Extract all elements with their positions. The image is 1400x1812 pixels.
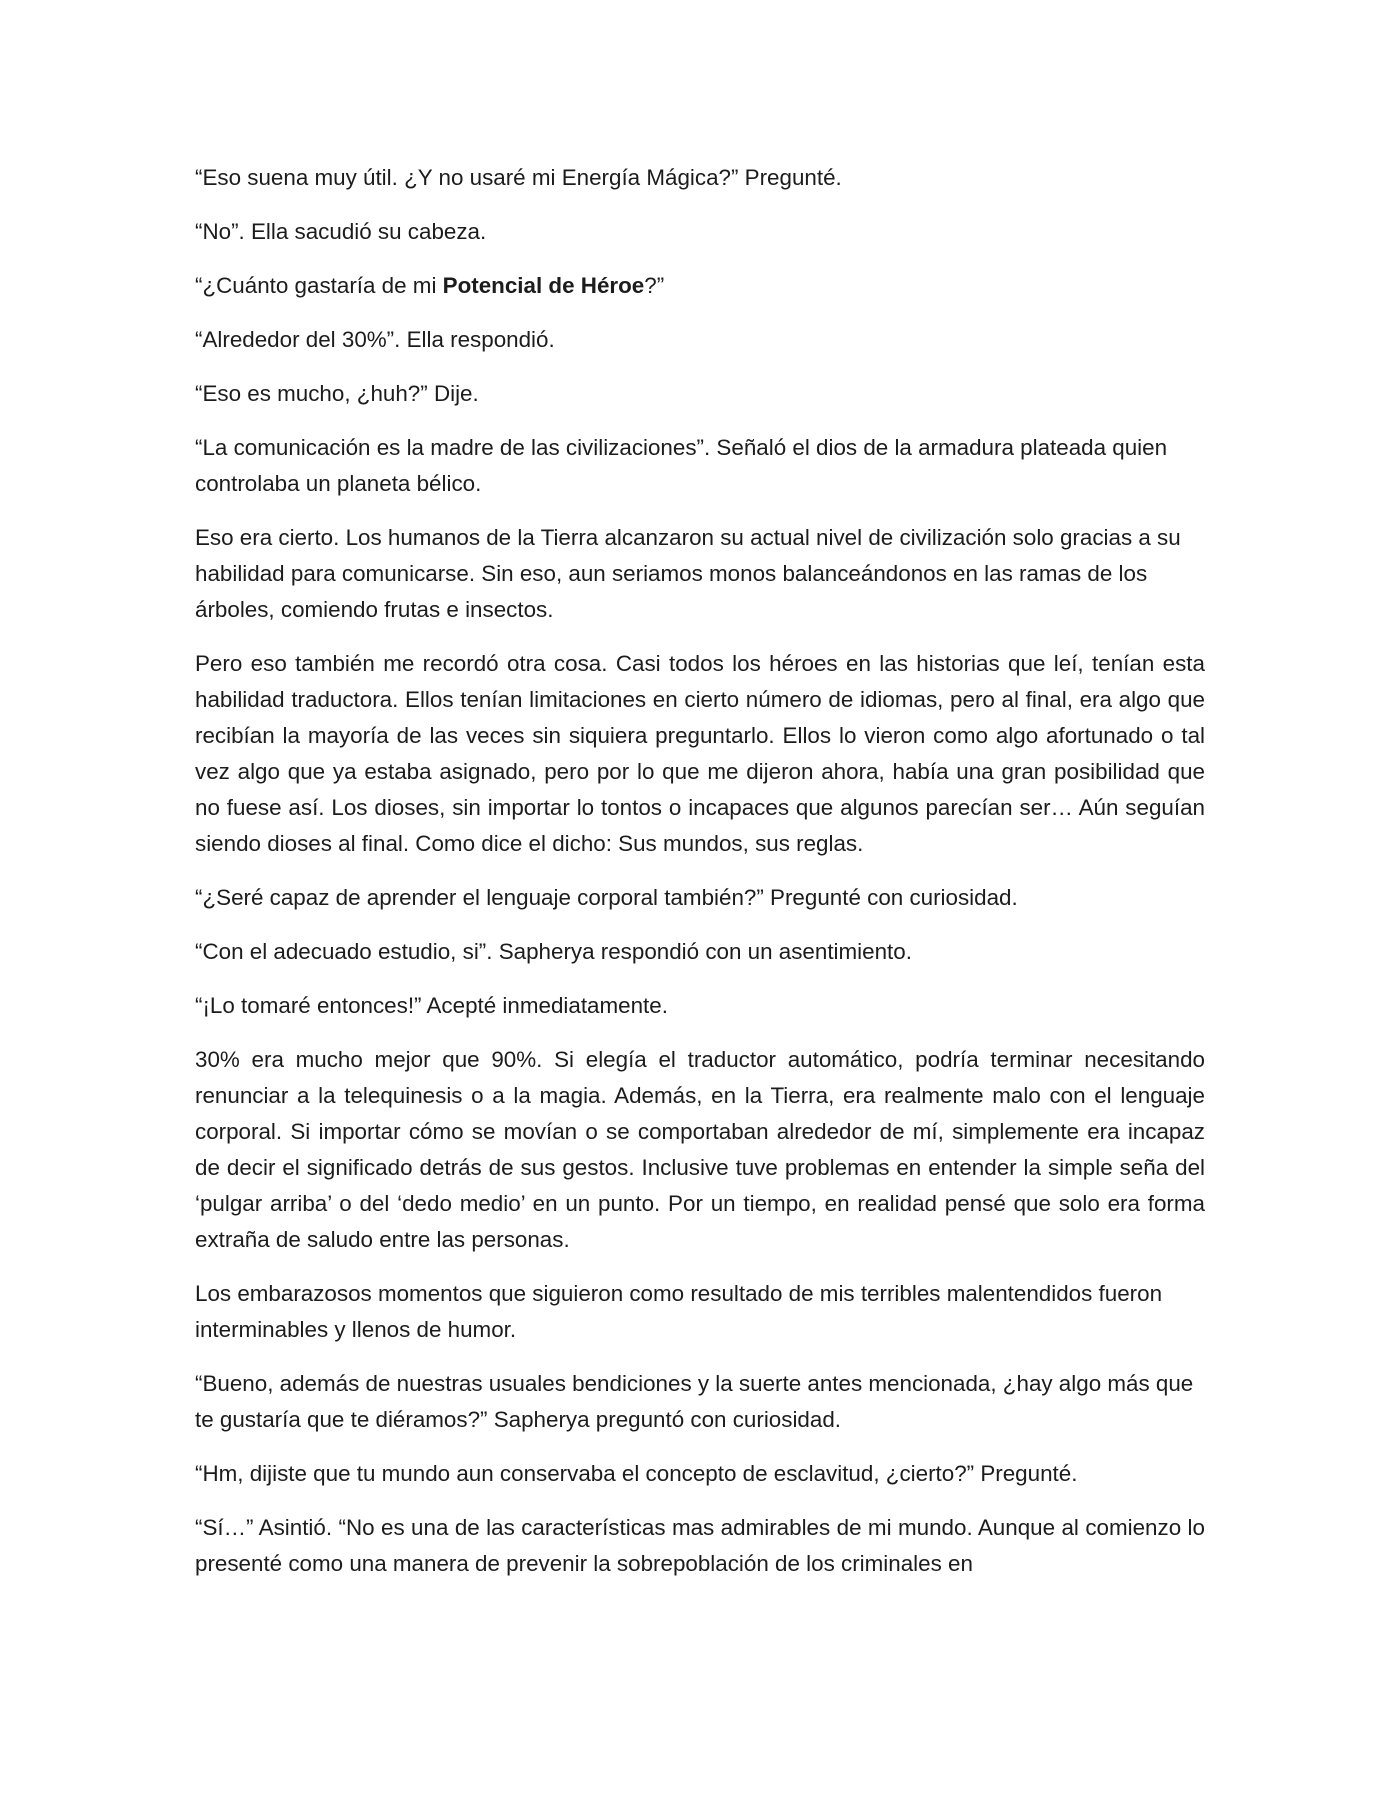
paragraph: “Alrededor del 30%”. Ella respondió. — [195, 327, 555, 352]
bold-term: Potencial de Héroe — [442, 273, 645, 298]
paragraph: “Bueno, además de nuestras usuales bendiciones y la suerte antes mencionada, ¿hay algo más que te gustaría que te diéramos?” Sapherya preguntó con curiosidad. — [195, 1371, 1194, 1432]
paragraph: “No”. Ella sacudió su cabeza. — [195, 219, 487, 244]
paragraph: “Con el adecuado estudio, si”. Sapherya respondió con un asentimiento. — [195, 939, 912, 964]
document-page — [195, 160, 1205, 1600]
paragraph-text-post: ?” — [644, 273, 665, 298]
paragraph: “¿Seré capaz de aprender el lenguaje corporal también?” Pregunté con curiosidad. — [195, 885, 1018, 910]
paragraph: Eso era cierto. Los humanos de la Tierra alcanzaron su actual nivel de civilización solo gracias a su habilidad para comunicarse. Sin eso, aun seriamos monos balanceándonos en las ramas de los árboles, comiendo frutas e insectos. — [195, 525, 1181, 622]
paragraph — [195, 268, 1205, 304]
paragraph: “La comunicación es la madre de las civilizaciones”. Señaló el dios de la armadura plateada quien controlaba un planeta bélico. — [195, 435, 1168, 496]
paragraph: “Sí…” Asintió. “No es una de las características mas admirables de mi mundo. Aunque al comienzo lo presenté como una manera de prevenir la sobrepoblación de los criminales en — [195, 1515, 1205, 1576]
paragraph: “Eso es mucho, ¿huh?” Dije. — [195, 381, 479, 406]
paragraph: “¡Lo tomaré entonces!” Acepté inmediatamente. — [195, 993, 668, 1018]
paragraph: 30% era mucho mejor que 90%. Si elegía el traductor automático, podría terminar necesitando renunciar a la telequinesis o a la magia. Además, en la Tierra, era realmente malo con el lenguaje corporal. Si importar cómo se movían o se comportaban alrededor de mí, simplemente era incapaz de decir el significado detrás de sus gestos. Inclusive tuve problemas en entender la simple seña del ‘pulgar arriba’ o del ‘dedo medio’ en un punto. Por un tiempo, en realidad pensé que solo era forma extraña de saludo entre las personas. — [195, 1047, 1205, 1252]
paragraph: “Hm, dijiste que tu mundo aun conservaba el concepto de esclavitud, ¿cierto?” Pregunté. — [195, 1461, 1078, 1486]
paragraph: Pero eso también me recordó otra cosa. Casi todos los héroes en las historias que leí, tenían esta habilidad traductora. Ellos tenían limitaciones en cierto número de idiomas, pero al final, era algo que recibían la mayoría de las veces sin siquiera preguntarlo. Ellos lo vieron como algo afortunado o tal vez algo que ya estaba asignado, pero por lo que me dijeron ahora, había una gran posibilidad que no fuese así. Los dioses, sin importar lo tontos o incapaces que algunos parecían ser… Aún seguían siendo dioses al final. Como dice el dicho: Sus mundos, sus reglas. — [195, 651, 1205, 856]
paragraph-text-pre: “¿Cuánto gastaría de mi — [195, 273, 443, 298]
paragraph: Los embarazosos momentos que siguieron como resultado de mis terribles malentendidos fueron interminables y llenos de humor. — [195, 1281, 1163, 1342]
paragraph: “Eso suena muy útil. ¿Y no usaré mi Energía Mágica?” Pregunté. — [195, 165, 842, 190]
